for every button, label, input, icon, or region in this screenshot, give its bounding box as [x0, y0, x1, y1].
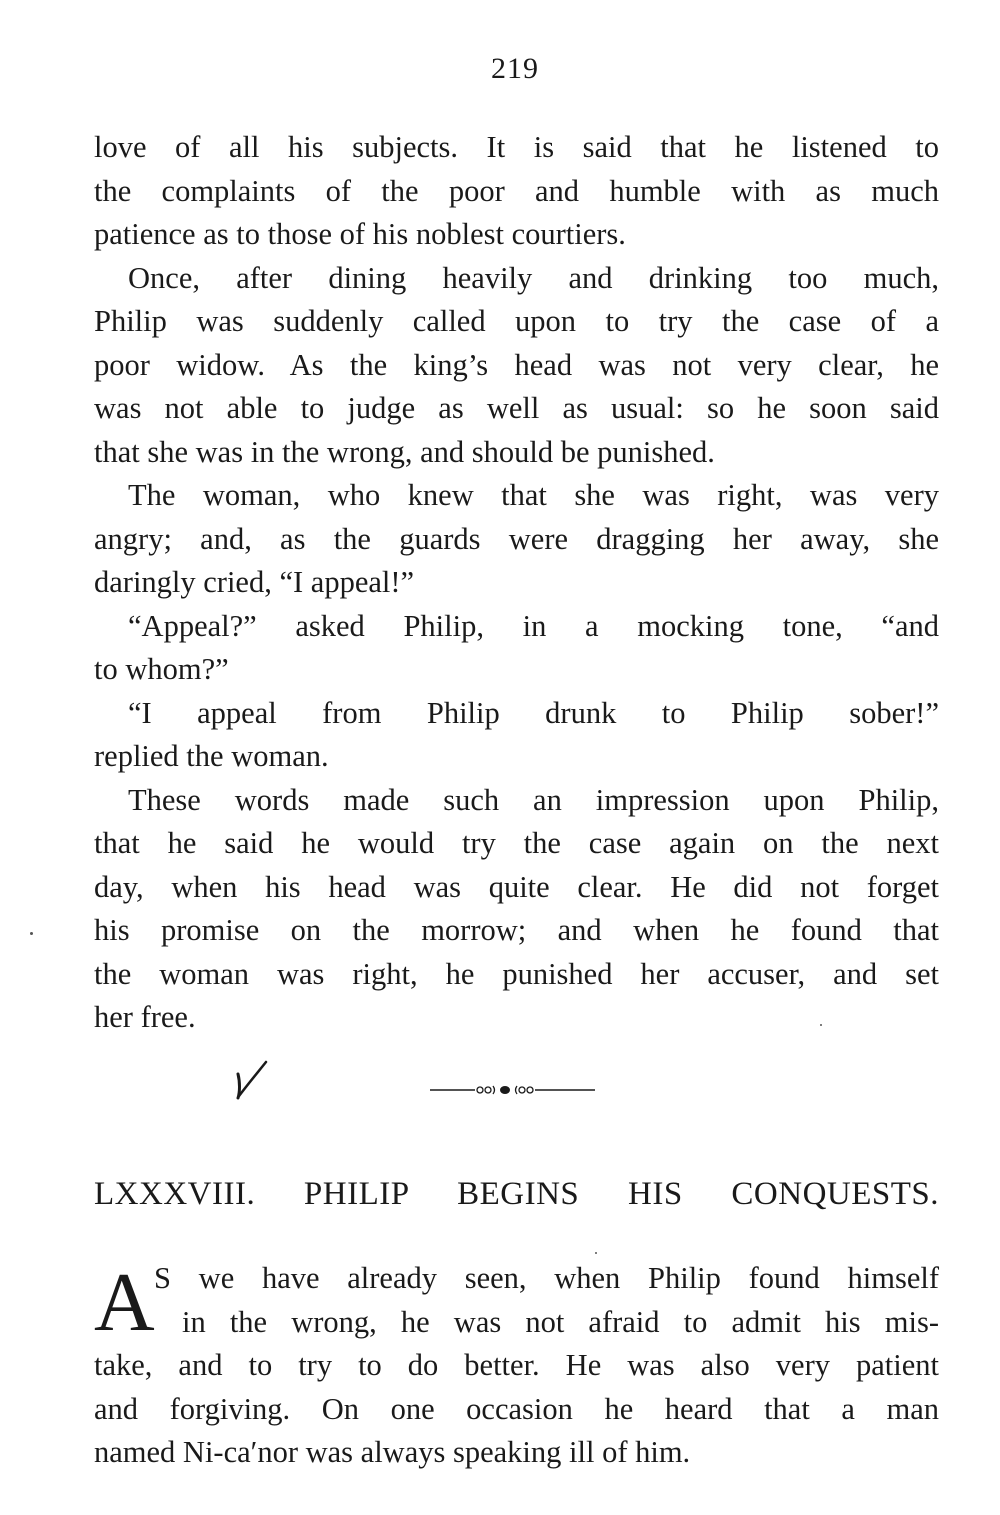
text-line: patience as to those of his noblest courtiers.: [94, 217, 626, 251]
chapter-text: [94, 1257, 939, 1475]
text-line: in the wrong, he was not afraid to admit his mis-: [182, 1304, 939, 1339]
margin-speck: [820, 1024, 822, 1026]
text-line: daringly cried, “I appeal!”: [94, 565, 415, 599]
text-line: “I appeal from Philip drunk to Philip sober!”: [128, 695, 939, 730]
margin-speck: [30, 932, 33, 935]
text-line: poor widow. As the king’s head was not very clear, he: [94, 347, 939, 382]
text-line: his promise on the morrow; and when he found that: [94, 913, 939, 947]
text-line: take, and to try to do better. He was also very patient: [94, 1348, 939, 1382]
text-line: and forgiving. On one occasion he heard that a man: [94, 1391, 939, 1426]
text-line: day, when his head was quite clear. He did not forget: [94, 869, 939, 904]
margin-speck: [595, 1252, 597, 1254]
text-line: angry; and, as the guards were dragging her away, she: [94, 521, 939, 556]
text-line: the woman was right, he punished her accuser, and set: [94, 956, 939, 991]
text-line: that he said he would try the case again on the next: [94, 826, 939, 860]
page-number: 219: [491, 52, 539, 85]
ornament-rule-icon: [430, 1082, 595, 1098]
text-line: Philip was suddenly called upon to try the case of a: [94, 304, 939, 338]
chapter-heading: LXXXVIII. PHILIP BEGINS HIS CONQUESTS.: [94, 1176, 939, 1212]
text-line: that she was in the wrong, and should be punished.: [94, 434, 715, 469]
text-line: These words made such an impression upon Philip,: [128, 782, 939, 817]
text-line: “Appeal?” asked Philip, in a mocking tone, “and: [128, 608, 939, 643]
text-line: the complaints of the poor and humble with as much: [94, 173, 939, 208]
text-line: love of all his subjects. It is said that he listened to: [94, 130, 939, 164]
body-text: [94, 126, 939, 1040]
text-line: Once, after dining heavily and drinking too much,: [128, 260, 939, 295]
handwritten-check-mark-icon: [232, 1060, 272, 1106]
text-line: replied the woman.: [94, 739, 329, 773]
text-line: to whom?”: [94, 652, 229, 686]
text-line: her free.: [94, 1000, 196, 1034]
drop-cap: A: [94, 1256, 155, 1349]
section-divider: [0, 1060, 1000, 1120]
text-line: S we have already seen, when Philip found himself: [154, 1261, 939, 1295]
text-line: named Ni-ca′nor was always speaking ill of him.: [94, 1435, 691, 1469]
text-line: was not able to judge as well as usual: so he soon said: [94, 391, 939, 425]
text-line: The woman, who knew that she was right, was very: [128, 478, 939, 512]
